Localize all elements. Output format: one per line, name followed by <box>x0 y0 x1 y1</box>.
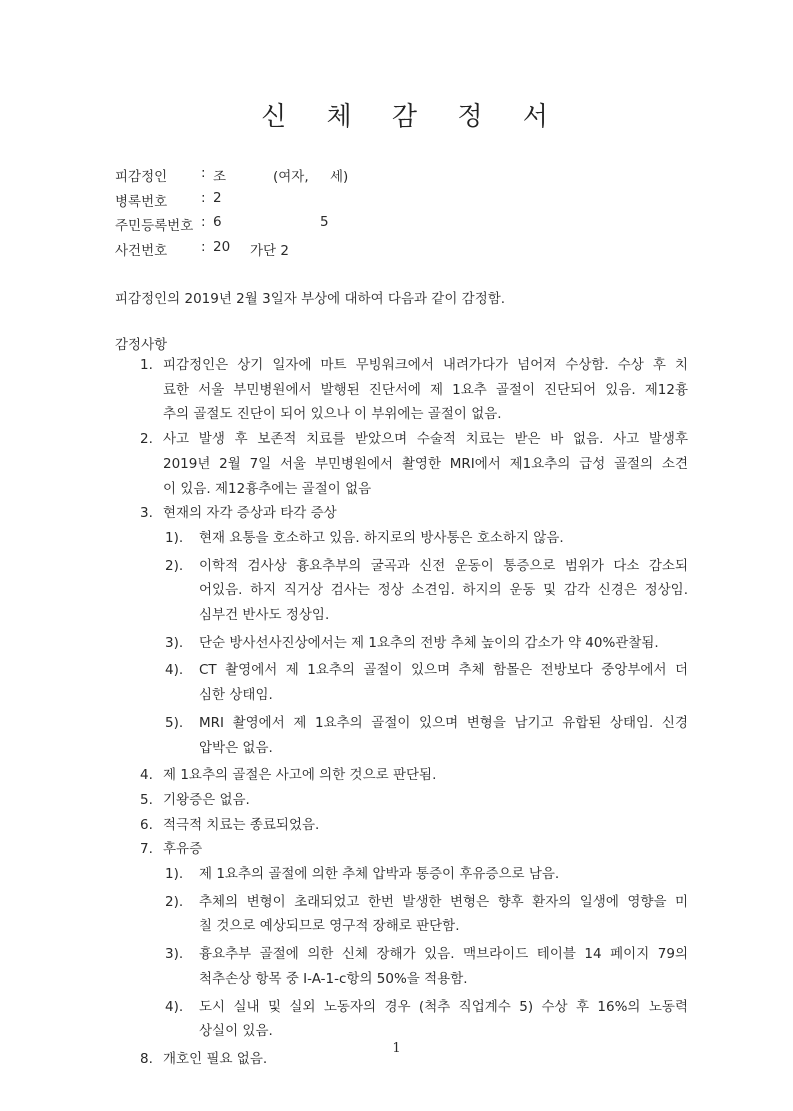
sub-item-number: 2). <box>165 557 184 574</box>
finding-text-line: 척추손상 항목 중 I-A-1-c항의 50%을 적용함. <box>199 970 468 987</box>
item-number: 6. <box>140 816 153 833</box>
finding-text-line: 개호인 필요 없음. <box>163 1050 268 1067</box>
sub-item-number: 5). <box>165 714 184 731</box>
info-label: 병록번호 <box>115 193 168 210</box>
finding-text-line: 기왕증은 없음. <box>163 791 250 808</box>
sub-item-number: 1). <box>165 866 184 882</box>
info-colon: : <box>201 189 206 206</box>
finding-text-line: 이 있음. 제12흉추에는 골절이 없음 <box>163 480 372 497</box>
finding-text-line: MRI 촬영에서 제 1요추의 골절이 있으며 변형을 남기고 유합된 상태임. 신경 <box>199 714 688 731</box>
finding-text-line: 상실이 있음. <box>199 1023 273 1040</box>
item-number: 4. <box>140 767 153 784</box>
finding-text-line: 추체의 변형이 초래되었고 한번 발생한 변형은 향후 환자의 일생에 영향을 미 <box>199 893 688 910</box>
finding-text-line: 단순 방사선사진상에서는 제 1요추의 전방 추체 높이의 감소가 약 40%관찰됨. <box>199 634 659 651</box>
info-value-sex: (여자, <box>273 169 309 185</box>
item-number: 2. <box>140 431 153 448</box>
finding-text-line: 사고 발생 후 보존적 치료를 받았으며 수술적 치료는 받은 바 없음. 사고 발생후 <box>163 431 688 448</box>
info-label: 사건번호 <box>115 242 168 259</box>
info-value: 6 <box>213 214 222 230</box>
finding-text-line: 이학적 검사상 흉요추부의 굴곡과 신전 운동이 통증으로 범위가 다소 감소되 <box>199 557 688 574</box>
info-colon: : <box>201 238 206 255</box>
info-value-case: 가단 2 <box>250 242 289 259</box>
item-number: 5. <box>140 791 153 808</box>
finding-text-line: 현재의 자각 증상과 타각 증상 <box>163 505 337 522</box>
info-label: 주민등록번호 <box>115 218 194 234</box>
info-value: 20 <box>213 238 231 255</box>
item-number: 7. <box>140 841 153 858</box>
finding-text-line: 흉요추부 골절에 의한 신체 장해가 있음. 맥브라이드 테이블 14 페이지 79의 <box>199 946 688 963</box>
page-number: 1 <box>392 1041 401 1056</box>
info-value-age: 세) <box>330 169 349 185</box>
finding-text-line: 제 1요추의 골절은 사고에 의한 것으로 판단됨. <box>163 767 437 784</box>
finding-text-line: 심부건 반사도 정상임. <box>199 607 330 623</box>
document-title: 신 체 감 정 서 <box>261 102 564 132</box>
finding-text-line: 2019년 2월 7일 서울 부민병원에서 촬영한 MRI에서 제1요추의 급성 골절의 소견 <box>163 455 688 472</box>
item-number: 3. <box>140 505 153 522</box>
section-title: 감정사항 <box>115 337 168 353</box>
finding-text-line: 추의 골절도 진단이 되어 있으나 이 부위에는 골절이 없음. <box>163 406 502 423</box>
finding-text-line: 현재 요통을 호소하고 있음. 하지로의 방사통은 호소하지 않음. <box>199 529 564 546</box>
finding-text-line: 어있음. 하지 직거상 검사는 정상 소견임. 하지의 운동 및 감각 신경은 정상임. <box>199 582 688 599</box>
finding-text-line: 심한 상태임. <box>199 687 273 704</box>
sub-item-number: 4). <box>165 662 184 679</box>
sub-item-number: 4). <box>165 998 184 1015</box>
finding-text-line: 칠 것으로 예상되므로 영구적 장해로 판단함. <box>199 918 460 935</box>
finding-text-line: CT 촬영에서 제 1요추의 골절이 있으며 추체 함몰은 전방보다 중앙부에서 더 <box>199 662 688 679</box>
item-number: 1. <box>140 357 153 373</box>
info-value: 조 <box>213 169 227 185</box>
sub-item-number: 1). <box>165 529 184 546</box>
info-colon: : <box>201 165 206 181</box>
finding-text-line: 적극적 치료는 종료되었음. <box>163 816 320 833</box>
finding-text-line: 제 1요추의 골절에 의한 추체 압박과 통증이 후유증으로 남음. <box>199 866 560 882</box>
finding-text-line: 압박은 없음. <box>199 739 273 756</box>
info-value-tail: 5 <box>320 214 329 230</box>
item-number: 8. <box>140 1050 153 1067</box>
info-label: 피감정인 <box>115 169 168 185</box>
sub-item-number: 3). <box>165 946 184 963</box>
finding-text-line: 피감정인은 상기 일자에 마트 무빙워크에서 내려가다가 넘어져 수상함. 수상 후 치 <box>163 357 688 373</box>
finding-text-line: 료한 서울 부민병원에서 발행된 진단서에 제 1요추 골절이 진단되어 있음. 제12흉 <box>163 381 688 398</box>
finding-text-line: 도시 실내 및 실외 노동자의 경우 (척추 직업계수 5) 수상 후 16%의 노동력 <box>199 998 688 1015</box>
sub-item-number: 2). <box>165 893 184 910</box>
info-colon: : <box>201 214 206 230</box>
sub-item-number: 3). <box>165 634 184 651</box>
finding-text-line: 후유증 <box>163 841 203 858</box>
info-value: 2 <box>213 189 222 206</box>
intro-text: 피감정인의 2019년 2월 3일자 부상에 대하여 다음과 같이 감정함. <box>115 291 506 307</box>
